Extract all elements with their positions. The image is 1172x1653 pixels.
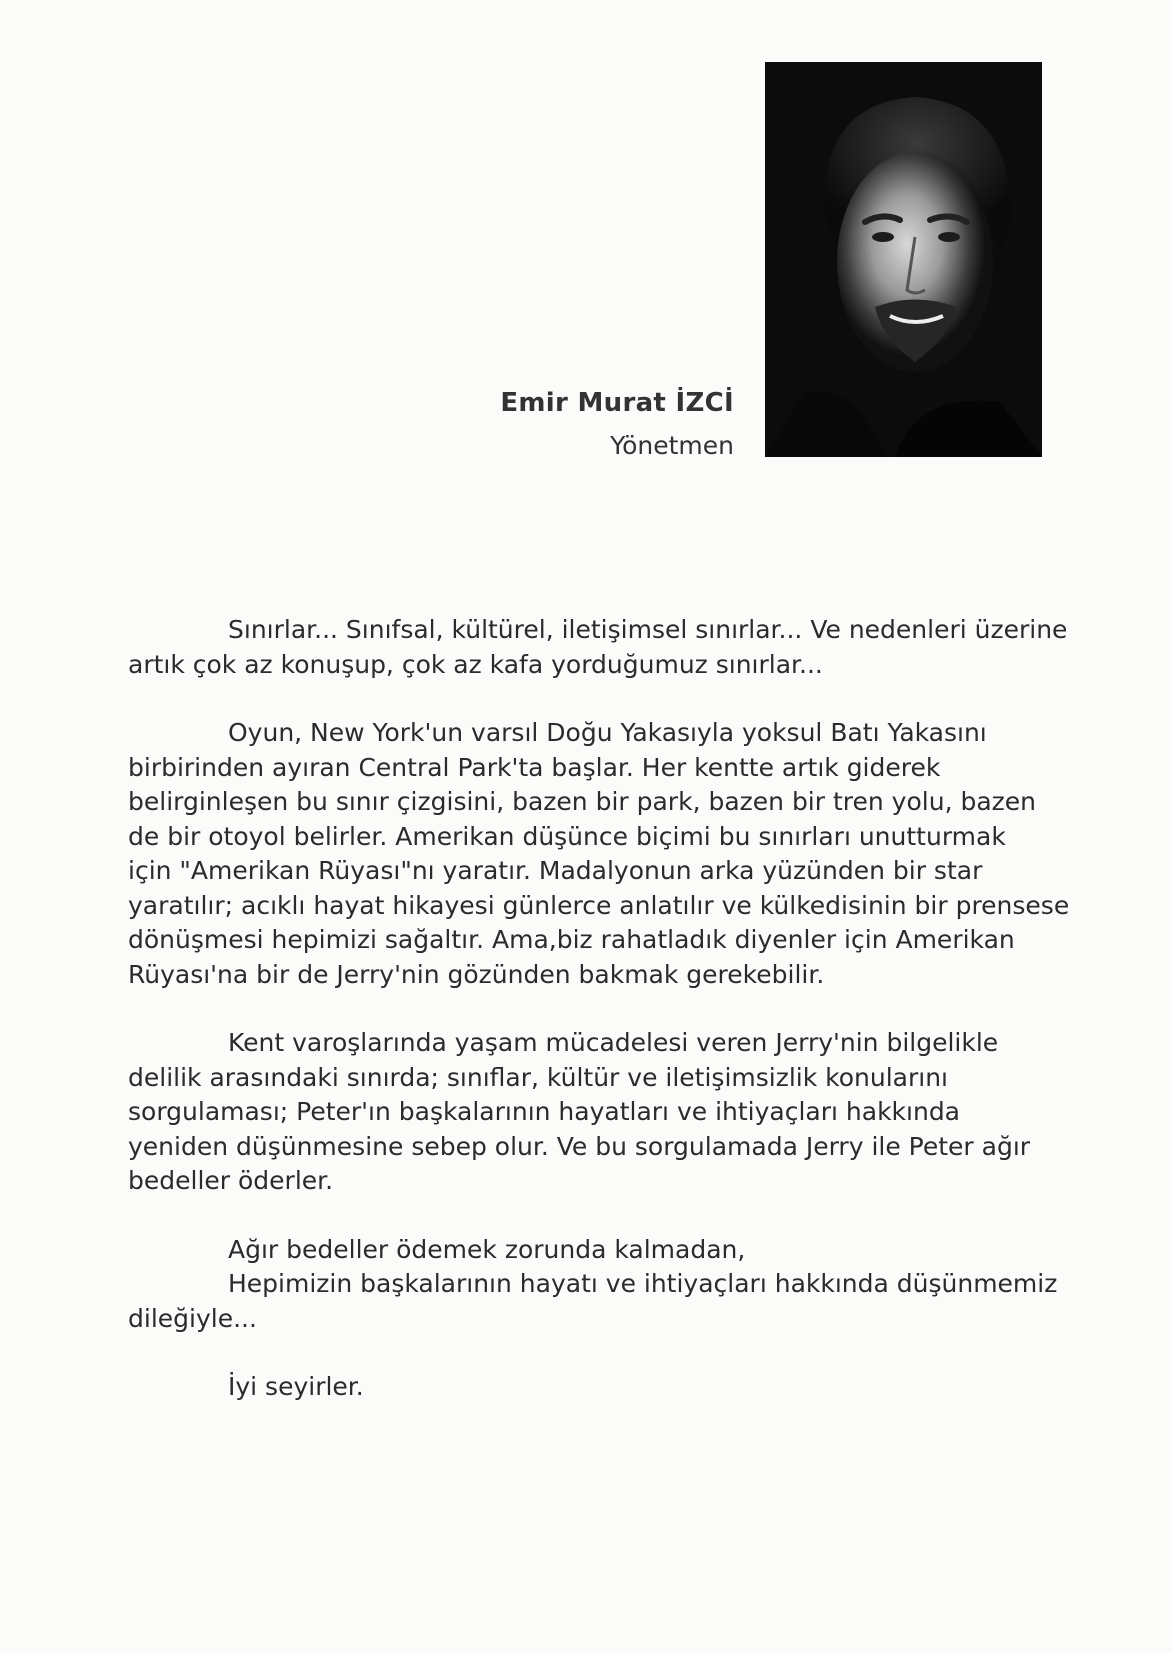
director-note [128,613,1070,1439]
text-line: bedeller öderler. [128,1166,334,1195]
paragraph-4 [128,1233,1058,1337]
text-line: artık çok az konuşup, çok az kafa yorduğumuz sınırlar... [128,649,823,679]
text-line: dönüşmesi hepimizi sağaltır. Ama,biz rahatladık diyenler için Amerikan [128,925,1015,954]
paragraph-1 [128,613,1068,682]
text-line: belirginleşen bu sınır çizgisini, bazen bir park, bazen bir tren yolu, bazen [128,787,1036,816]
closing-line: İyi seyirler. [228,1372,364,1401]
text-line: yaratılır; acıklı hayat hikayesi günlerce anlatılır ve külkedisinin bir prensese [128,890,1070,920]
text-line: Oyun, New York'un varsıl Doğu Yakasıyla yoksul Batı Yakasını [228,718,987,747]
text-line: birbirinden ayıran Central Park'ta başlar. Her kentte artık giderek [128,752,941,782]
text-line: için "Amerikan Rüyası"nı yaratır. Madalyonun arka yüzünden bir star [128,856,983,885]
text-line: Sınırlar... Sınıfsal, kültürel, iletişimsel sınırlar... Ve nedenleri üzerine [228,615,1068,644]
text-line: yeniden düşünmesine sebep olur. Ve bu sorgulamada Jerry ile Peter ağır [128,1131,1031,1161]
text-line: de bir otoyol belirler. Amerikan düşünce biçimi bu sınırları unutturmak [128,821,1006,851]
director-role: Yönetmen [610,431,734,460]
text-line: Ağır bedeller ödemek zorunda kalmadan, [228,1234,746,1264]
text-line: delilik arasındaki sınırda; sınıflar, kültür ve iletişimsizlik konularını [128,1062,949,1092]
text-line: Rüyası'na bir de Jerry'nin gözünden bakmak gerekebilir. [128,959,825,989]
paragraph-5 [128,1370,1043,1405]
text-line: dileğiyle... [128,1303,257,1333]
director-portrait [765,62,1042,457]
paragraph-2 [128,716,1070,992]
portrait-image [765,62,1042,457]
director-name: Emir Murat İZCİ [500,388,734,418]
text-line: Kent varoşlarında yaşam mücadelesi veren Jerry'nin bilgelikle [228,1028,999,1057]
text-line: sorgulaması; Peter'ın başkalarının hayatları ve ihtiyaçları hakkında [128,1097,961,1126]
paragraph-3 [128,1026,1043,1199]
text-line: Hepimizin başkalarının hayatı ve ihtiyaçları hakkında düşünmemiz [228,1269,1058,1298]
